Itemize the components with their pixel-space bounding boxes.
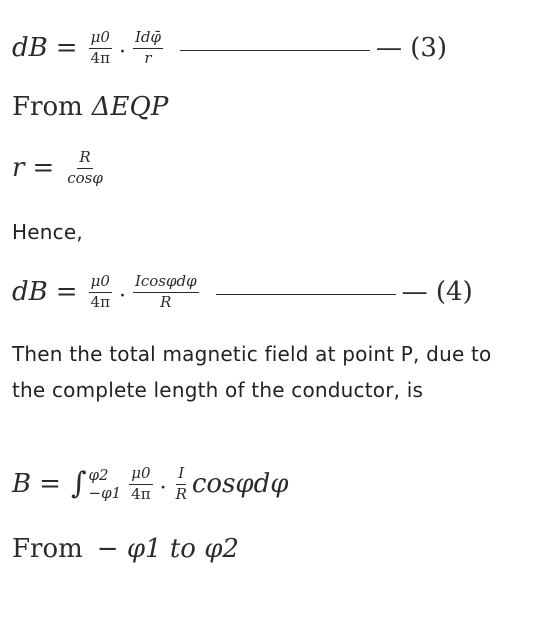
from1-expr: ΔEQP [91, 92, 169, 122]
eq4-equals: = [55, 277, 78, 308]
from2-word: From [12, 534, 83, 564]
eq3-number: — (3) [375, 33, 448, 64]
eq-b-tail: cosφdφ [191, 469, 289, 500]
eq-r-frac-num: R [77, 150, 92, 169]
from-triangle-line [12, 92, 535, 122]
eq3-frac-current [133, 30, 163, 67]
integral-sign-group [71, 466, 121, 502]
eq4-dot: · [118, 283, 126, 309]
eq3-lhs: dB [12, 33, 48, 64]
from2-expr: − φ1 to φ2 [96, 534, 239, 564]
eq4-frac-current-num: Icosφdφ [133, 274, 199, 293]
eq-r-equals: = [32, 153, 55, 184]
eq4-frac-mu-num: μ0 [89, 274, 112, 293]
integral-lower-limit: −φ1 [88, 484, 122, 503]
eq-b-lhs: B [12, 469, 32, 500]
eq-r-frac [65, 150, 105, 187]
eq-b-frac-current-den: R [175, 484, 187, 503]
eq4-frac-current [133, 274, 199, 311]
eq3-rule [180, 50, 370, 51]
eq-r-frac-den: cosφ [67, 168, 103, 187]
eq3-frac-mu-num: μ0 [89, 30, 112, 49]
eq-b-frac-mu [129, 466, 152, 503]
integral-limits [89, 466, 122, 502]
integral-sign: ∫ [70, 465, 87, 501]
equation-4 [12, 274, 535, 311]
eq-r-lhs: r [12, 153, 25, 184]
eq4-frac-mu [89, 274, 112, 311]
eq-b-equals: = [39, 469, 61, 500]
eq4-number: — (4) [401, 277, 473, 308]
equation-b-integral [12, 466, 535, 503]
eq4-frac-mu-den: 4π [90, 292, 110, 311]
eq4-rule [216, 294, 396, 295]
eq4-frac-current-den: R [160, 292, 172, 311]
eq-b-dot: · [159, 475, 167, 501]
eq3-frac-current-den: r [144, 48, 152, 67]
eq3-frac-mu [89, 30, 112, 67]
eq3-frac-mu-den: 4π [90, 48, 110, 67]
eq-b-frac-current [174, 466, 189, 503]
eq4-lhs: dB [12, 277, 48, 308]
integral-upper-limit: φ2 [88, 466, 109, 485]
equation-r [12, 150, 535, 187]
equation-3 [12, 30, 535, 67]
eq3-frac-current-num: Idφ̄ [133, 30, 163, 49]
hence-text: Hence, [12, 220, 83, 244]
total-field-paragraph: Then the total magnetic field at point P, due to the complete length of the conductor, is [12, 342, 492, 402]
eq-b-frac-mu-den: 4π [131, 484, 151, 503]
eq-b-frac-mu-num: μ0 [129, 466, 152, 485]
eq3-dot: · [118, 39, 126, 65]
eq-b-frac-current-num: I [176, 466, 186, 485]
eq3-equals: = [55, 33, 78, 64]
from1-word: From [12, 92, 83, 122]
from-limits-line [12, 534, 535, 564]
